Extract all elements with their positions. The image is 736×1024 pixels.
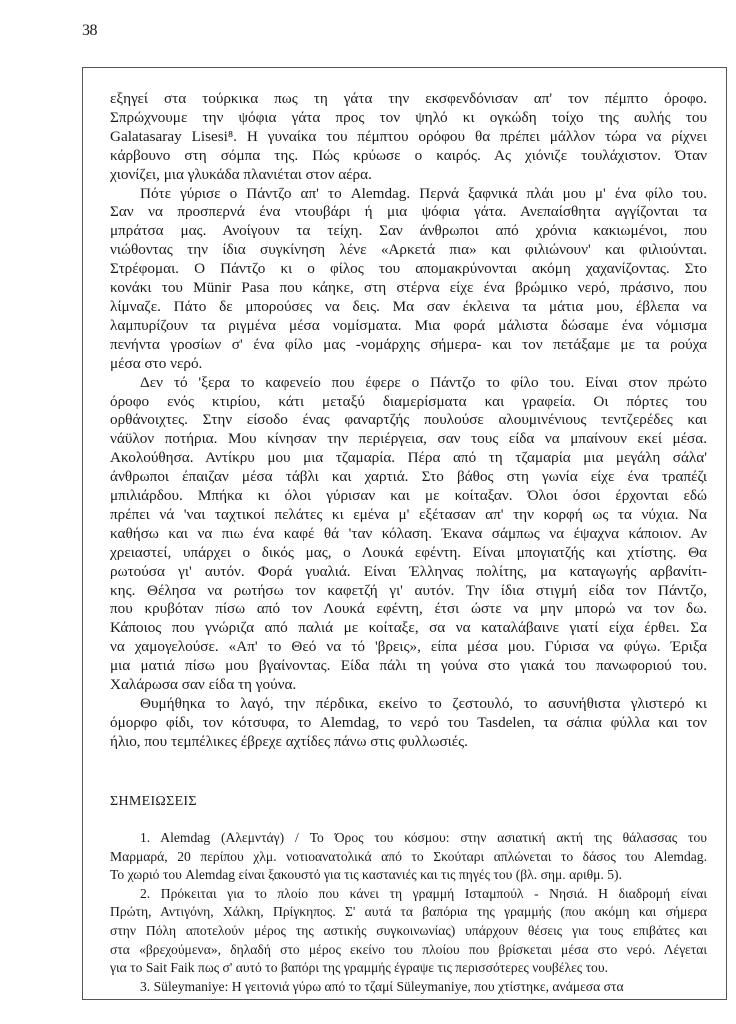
- body-line: μια ματιά πίσω μου βγαίνοντας. Είδα πάλι τη γούνα στο γιακά του πανωφοριού του.: [110, 657, 707, 675]
- body-line: μπιλιάρδου. Μπήκα κι όλοι γύρισαν και με κοίταξαν. Όλοι όσοι έρχονται εδώ: [110, 487, 707, 505]
- body-line: ήλιο, που τεμπέλικες έβρεχε αχτίδες πάνω στις φυλλωσιές.: [110, 732, 468, 750]
- body-line: κης. Θέλησα να ρωτήσω τον καφετζή γι' αυτόν. Την ίδια στιγμή είδα τον Πάντζο,: [110, 581, 707, 599]
- body-line: εξηγεί στα τούρκικα πως τη γάτα την εκσφενδόνισαν απ' τον πέμπτο όροφο.: [110, 90, 707, 107]
- body-line: λίμναζε. Πάτο δε μπορούσες να δεις. Μα σαν έκλεινα τα μάτια μου, έβλεπα να: [110, 297, 707, 315]
- notes-heading: ΣΗΜΕΙΩΣΕΙΣ: [110, 794, 197, 809]
- body-line: κάρβουνο στη σόμπα της. Πώς κρύωσε ο καιρός. Ας χιόνιζε τουλάχιστον. Όταν: [110, 146, 707, 164]
- notes-line: για το Sait Faik πως σ' αυτό το βαπόρι της γραμμής έγραψε τις περισσότερες νουβέλες του.: [110, 960, 608, 976]
- body-paragraph: [110, 185, 707, 374]
- body-line: κονάκι του Münir Pasa που κάηκε, στη στέρνα είχε ένα βρώμικο νερό, πράσινο, που: [110, 279, 707, 297]
- notes-line: στην Πόλη αποτελούν μέρος της αστικής συγκοινωνίας) υπάρχουν θέσεις για τους επιβάτες και: [110, 922, 707, 938]
- body-line: ρωτούσα γι' αυτόν. Φορά γυαλιά. Είναι Έλληνας πολίτης, μα καταγωγής αρβανίτι-: [110, 562, 707, 580]
- notes-line: Πρώτη, Αντιγόνη, Χάλκη, Πρίγκηπος. Σ' αυτά τα βαπόρια της γραμμής (που ακόμη και σήμερα: [110, 904, 707, 920]
- notes-line: στα «βρεχούμενα», δηλαδή στο μέρος εκείνο του πλοίου που βρίσκεται μέσα στο νερό. Λέγεται: [110, 941, 707, 957]
- body-line: Σπρώχνουμε την ψόφια γάτα προς τον ψηλό κι ογκώδη τοίχο της αυλής του: [110, 108, 707, 126]
- body-line: όμορφο φίδι, τον κότσυφα, το Alemdag, το νερό του Tasdelen, τα σάπια φύλλα και τον: [110, 713, 707, 731]
- body-line: Στρέφομαι. Ο Πάντζο κι ο φίλος του απομακρύνονται ακόμη χαχανίζοντας. Στο: [110, 260, 707, 278]
- body-text: [110, 90, 707, 752]
- notes-paragraph: [110, 978, 707, 997]
- page-number: 38: [82, 22, 97, 39]
- notes-line: 2. Πρόκειται για το πλοίο που κάνει τη γραμμή Ισταμπούλ - Νησιά. Η διαδρομή είναι: [140, 885, 707, 901]
- notes-paragraph: [110, 829, 707, 885]
- body-line: Δεν τό 'ξερα το καφενείο που έφερε ο Πάντζο το φίλο του. Είναι στον πρώτο: [140, 373, 707, 391]
- body-line: νιώθοντας την ίδια συγκίνηση λένε «Αρκετά πια» και φιλιώνουν' και φιλιούνται.: [110, 241, 707, 259]
- body-paragraph: [110, 695, 707, 752]
- notes-paragraph: [110, 885, 707, 978]
- body-line: χρειαστεί, υπάρχει ο δικός μας, ο Λουκά εφέντη. Είναι μπογιατζής και χτίστης. Θα: [110, 543, 707, 561]
- notes-line: 3. Süleymaniye: Η γειτονιά γύρω από το τζαμί Süleymaniye, που χτίστηκε, ανάμεσα στα: [140, 978, 624, 994]
- body-line: χιονίζει, μια γλυκάδα πλανιέται στον αέρα.: [110, 165, 372, 183]
- body-line: πενήντα γροσίων σ' ένα φίλο μας -νομάρχης σήμερα- και τον πετάξαμε με τα ρούχα: [110, 335, 707, 353]
- body-line: μπράτσα μας. Ανοίγουν τα τείχη. Σαν άνθρωποι από χρόνια κακιωμένοι, που: [110, 222, 707, 240]
- body-line: Ακολούθησα. Αντίκρυ μου μια τζαμαρία. Πέρα από τη τζαμαρία μια μεγάλη σάλα': [110, 449, 707, 467]
- body-paragraph: [110, 90, 707, 185]
- body-line: που κρυβόταν πίσω από τον Λουκά εφέντη, έτσι ώστε να μην μπορώ να τον δω.: [110, 600, 707, 618]
- body-paragraph: [110, 374, 707, 695]
- body-line: ορθάνοιχτες. Στην είσοδο ένας φαναρτζής πουλούσε αλουμινένιους τεντζερέδες και: [110, 411, 707, 429]
- notes-line: Το χωριό του Alemdag είναι ξακουστό για τις καστανιές και τις πηγές του (βλ. σημ. αριθμ. 5).: [110, 867, 622, 883]
- footnotes: [110, 829, 707, 996]
- body-line: Χαλάρωσα σαν είδα τη γούνα.: [110, 676, 297, 694]
- body-line: καθήσω και να πιω ένα καφέ θά 'ταν κόλαση. Έκανα σάμπως να έψαχνα κάποιον. Αν: [110, 524, 707, 542]
- body-line: λαμπυρίζουν τα ριγμένα μέσα νομίσματα. Μια φορά μάλιστα δώσαμε ένα νόμισμα: [110, 316, 707, 334]
- body-line: Galatasaray Lisesi⁸. Η γυναίκα του πέμπτου ορόφου θα πρέπει μάλλον τώρα να ρίχνει: [110, 127, 707, 145]
- body-line: όροφο ενός κτιρίου, κάτι μεταξύ διαμερίσματα και γραφεία. Οι πόρτες του: [110, 392, 707, 410]
- body-line: Κάποιος που γνώριζα από παλιά με κοίταξε, σα να καταλάβαινε γιατί είχα έρθει. Σα: [110, 619, 707, 637]
- body-line: άνθρωποι έπαιζαν μέσα τάβλι και χαρτιά. Στο βάθος στη γωνία είχε ένα τραπέζι: [110, 468, 707, 486]
- body-line: μέσα στο νερό.: [110, 354, 203, 372]
- body-line: Θυμήθηκα το λαγό, την πέρδικα, εκείνο το ζεστουλό, το ασυνήθιστα γλιστερό κι: [140, 695, 707, 712]
- body-line: πρέπει νά 'ναι ταχτικοί πελάτες κι εμένα μ' εξέτασαν απ' την κορφή ως τα νύχια. Να: [110, 505, 707, 523]
- body-line: Σαν να προσπερνά ένα ντουβάρι ή μια ψόφια γάτα. Ανεπαίσθητα αγγίζονται τα: [110, 203, 707, 221]
- body-line: Πότε γύρισε ο Πάντζο απ' το Alemdag. Περνά ξαφνικά πλάι μου μ' ένα φίλο του.: [140, 184, 707, 202]
- notes-line: 1. Alemdag (Αλεμντάγ) / Το Όρος του κόσμου: στην ασιατική ακτή της θάλασσας του: [140, 830, 707, 845]
- notes-line: Μαρμαρά, 20 περίπου χλμ. νοτιοανατολικά από το Σκούταρι απλώνεται το δάσος του Alemdag.: [110, 848, 707, 864]
- body-line: νάϋλον ποτήρια. Μου κίνησαν την περιέργεια, σαν τους είδα να μπαίνουν εκεί μέσα.: [110, 430, 707, 448]
- body-line: να χαμογελούσε. «Απ' το Θεό να τό 'βρεις», είπα μέσα μου. Γύρισα να φύγω. Έριξα: [110, 638, 707, 656]
